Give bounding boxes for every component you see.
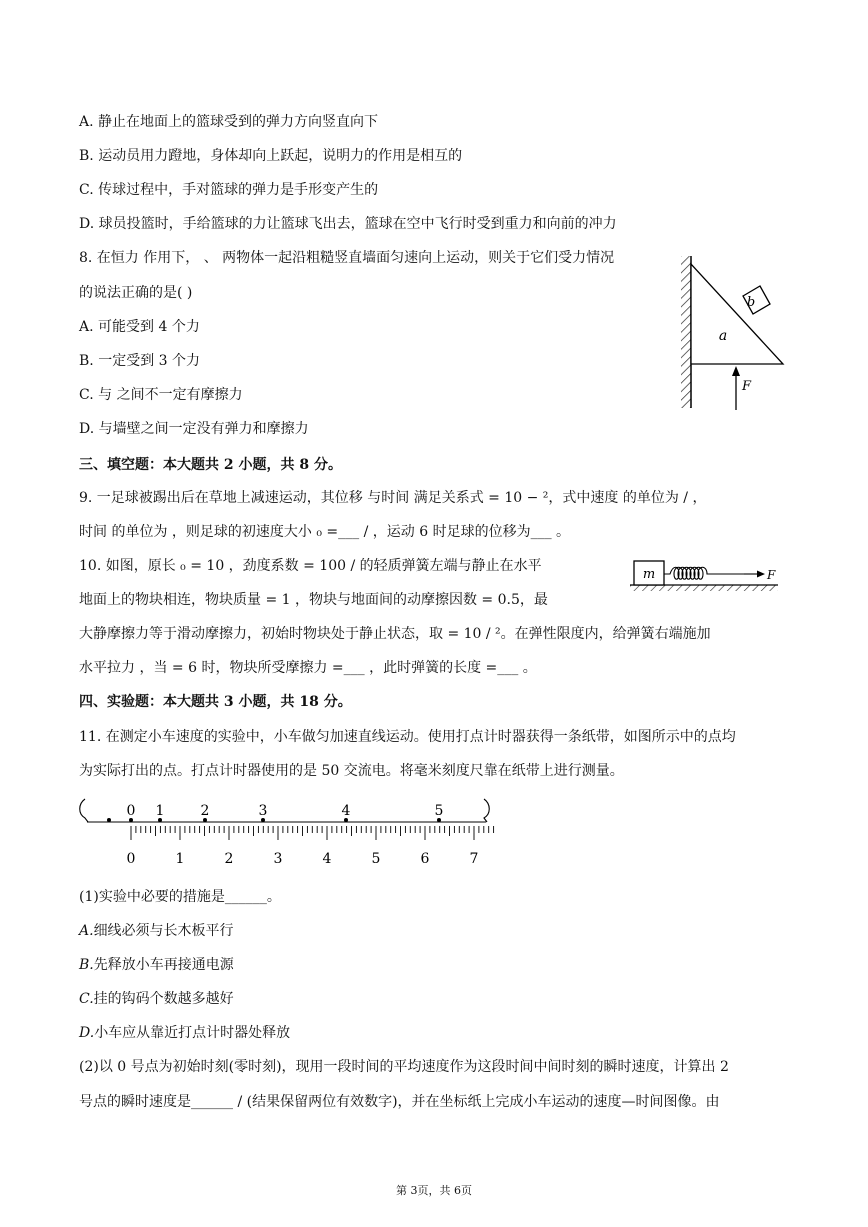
q10-figure xyxy=(626,556,786,596)
tape-point-label: 1 xyxy=(155,803,165,819)
q8-stem-line2: 的说法正确的是( ) xyxy=(79,285,193,301)
q7-option-a: A. 静止在地面上的篮球受到的弹力方向竖直向下 xyxy=(79,114,379,130)
block-a-label: a xyxy=(718,328,728,344)
q8-option-a: A. 可能受到 4 个力 xyxy=(79,319,200,335)
ruler-label: 1 xyxy=(175,851,185,867)
q11-sub1-option-a xyxy=(79,921,234,941)
q7-option-d: D. 球员投篮时，手给篮球的力让篮球飞出去，篮球在空中飞行时受到重力和向前的冲力 xyxy=(79,216,617,232)
option-letter: B. xyxy=(79,957,94,973)
tape-point-label: 4 xyxy=(341,803,351,819)
q7-option-c: C. 传球过程中，手对篮球的弹力是手形变产生的 xyxy=(79,182,379,198)
tape-point-label: 5 xyxy=(434,803,444,819)
q9-line2: 时间 的单位为 ，则足球的初速度大小 ₀ =___ / ，运动 6 时足球的位移为___ 。 xyxy=(79,524,571,540)
q8-option-d: D. 与墙壁之间一定没有弹力和摩擦力 xyxy=(79,421,309,437)
q11-sub1: (1)实验中必要的措施是______。 xyxy=(79,889,281,905)
q10-line3: 大静摩擦力等于滑动摩擦力，初始时物块处于静止状态，取 = 10 / ²。在弹性限度内，给弹簧右端施加 xyxy=(79,626,711,642)
block-m-label: m xyxy=(642,567,656,582)
pull-force-label: F xyxy=(767,568,776,582)
tape-point-label: 0 xyxy=(126,803,136,819)
ruler-ticks xyxy=(131,826,494,840)
tape-point-label: 2 xyxy=(200,803,210,819)
page-footer: 第 3页，共 6页 xyxy=(396,1184,472,1197)
wall-hatching xyxy=(681,256,691,408)
tape-left-edge xyxy=(80,799,88,822)
q7-option-b: B. 运动员用力蹬地，身体却向上跃起，说明力的作用是相互的 xyxy=(79,148,463,164)
force-label: F xyxy=(742,379,752,394)
q10-line2: 地面上的物块相连，物块质量 = 1 ，物块与地面间的动摩擦因数 = 0.5，最 xyxy=(79,592,548,608)
ground-hatching xyxy=(630,585,778,591)
q11-line2: 为实际打出的点。打点计时器使用的是 50 交流电。将毫米刻度尺靠在纸带上进行测量。 xyxy=(79,763,624,779)
option-text: 先释放小车再接通电源 xyxy=(93,957,234,973)
option-letter: D. xyxy=(79,1025,95,1041)
force-arrow-head xyxy=(732,366,740,376)
q11-sub2-line2: 号点的瞬时速度是______ / (结果保留两位有效数字)，并在坐标纸上完成小车运动的速度—时间图像。由 xyxy=(79,1094,720,1110)
q11-sub1-option-b xyxy=(79,955,234,975)
section3-heading: 三、填空题：本大题共 2 小题，共 8 分。 xyxy=(79,457,342,473)
option-letter: A. xyxy=(79,923,94,939)
block-a-wedge xyxy=(691,264,783,364)
ruler-label: 3 xyxy=(273,851,283,867)
q8-option-b: B. 一定受到 3 个力 xyxy=(79,353,200,369)
option-text: 细线必须与长木板平行 xyxy=(93,923,234,939)
tape-dot-extra xyxy=(107,818,111,822)
q8-option-c: C. 与 之间不一定有摩擦力 xyxy=(79,387,243,403)
spring xyxy=(664,567,744,579)
tape-point-label: 3 xyxy=(258,803,268,819)
tape-ruler-figure xyxy=(74,796,500,868)
q11-sub1-option-d xyxy=(79,1023,290,1043)
q11-sub1-option-c xyxy=(79,989,234,1009)
block-b-label: b xyxy=(746,295,756,310)
ruler-label: 5 xyxy=(371,851,381,867)
tape-labels xyxy=(127,803,444,819)
ruler-label: 6 xyxy=(420,851,430,867)
option-text: 挂的钩码个数越多越好 xyxy=(93,991,234,1007)
ruler-label: 2 xyxy=(224,851,234,867)
q8-stem-line1: 8. 在恒力 作用下， 、 两物体一起沿粗糙竖直墙面匀速向上运动，则关于它们受力情况 xyxy=(79,250,615,266)
option-text: 小车应从靠近打点计时器处释放 xyxy=(94,1025,291,1041)
q10-line1: 10. 如图，原长 ₀ = 10 ，劲度系数 = 100 / 的轻质弹簧左端与静止在水平 xyxy=(79,558,542,574)
q11-line1: 11. 在测定小车速度的实验中，小车做匀加速直线运动。使用打点计时器获得一条纸带，如图所示中的点均 xyxy=(79,729,736,745)
tape-right-edge xyxy=(484,799,489,822)
option-letter: C. xyxy=(79,991,94,1007)
ruler-label: 0 xyxy=(126,851,136,867)
ruler-labels xyxy=(127,851,479,867)
ruler-label: 4 xyxy=(322,851,332,867)
q9-line1: 9. 一足球被踢出后在草地上减速运动，其位移 与时间 满足关系式 = 10 − ²，式中速度 的单位为 / ， xyxy=(79,490,707,506)
q10-line4: 水平拉力 ，当 = 6 时，物块所受摩擦力 =___ ，此时弹簧的长度 =___ 。 xyxy=(79,660,537,676)
q8-figure xyxy=(676,252,791,412)
q11-sub2-line1: (2)以 0 号点为初始时刻(零时刻)，现用一段时间的平均速度作为这段时间中间时刻的瞬时速度，计算出 2 xyxy=(79,1059,729,1075)
ruler-label: 7 xyxy=(469,851,479,867)
pull-arrow-head xyxy=(757,571,765,578)
section4-heading: 四、实验题：本大题共 3 小题，共 18 分。 xyxy=(79,694,352,710)
